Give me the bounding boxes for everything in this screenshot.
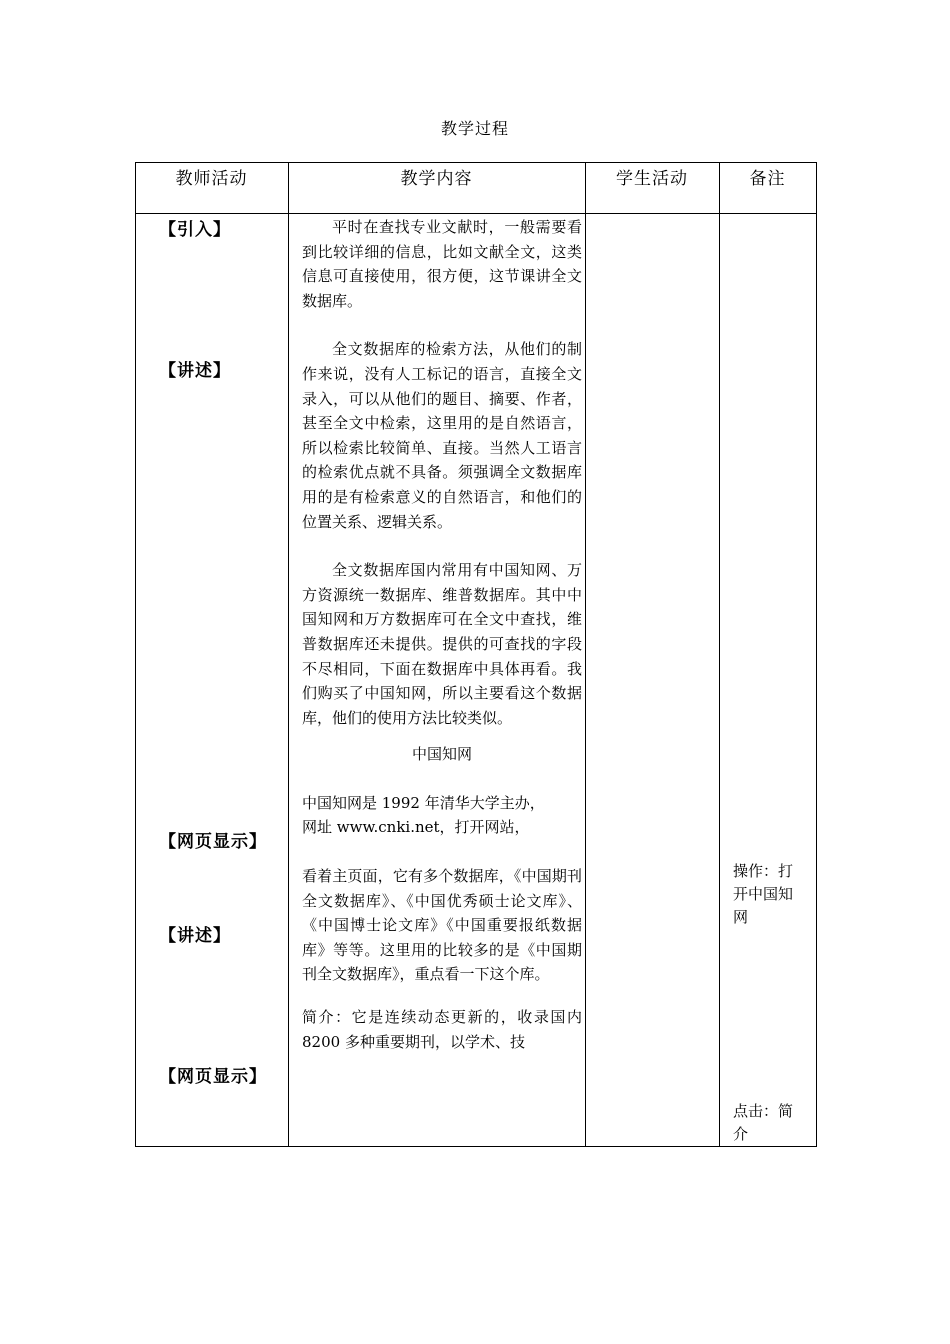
page-title: 教学过程 [440, 119, 509, 138]
content-paragraph-intro: 平时在查找专业文献时，一般需要看到比较详细的信息，比如文献全文，这类信息可直接使用，很方便，这节课讲全文数据库。 [302, 218, 582, 310]
content-paragraph-common-databases: 全文数据库国内常用有中国知网、万方资源统一数据库、维普数据库。其中中国知网和万方数据库可在全文中查找，维普数据库还未提供。提供的可查找的字段不尽相同，下面在数据库中具体再看。我们购买了中国知网，所以主要看这个数据库，他们的使用方法比较类似。 [302, 561, 582, 727]
label-webpage-display-1: 【网页显示】 [159, 832, 267, 852]
column-divider-2 [585, 162, 586, 1147]
header-teaching-content: 教学内容 [400, 169, 473, 189]
header-teacher-activity: 教师活动 [175, 169, 248, 189]
column-divider-1 [288, 162, 289, 1147]
table-border-bottom [135, 1146, 817, 1147]
label-explanation-1: 【讲述】 [159, 361, 231, 381]
table-border-right [816, 162, 817, 1147]
teaching-process-table [135, 162, 817, 1147]
header-remarks: 备注 [749, 169, 786, 189]
label-explanation-2: 【讲述】 [159, 926, 231, 946]
content-paragraph-cnki-databases: 看着主页面，它有多个数据库，《中国期刊全文数据库》、《中国优秀硕士论文库》、《中国博士论文库》《中国重要报纸数据库》等等。这里用的比较多的是《中国期刊全文数据库》，重点看一下这个库。 [302, 867, 582, 984]
header-divider [135, 213, 817, 214]
content-paragraph-search-method: 全文数据库的检索方法，从他们的制作来说，没有人工标记的语言，直接全文录入，可以从他们的题目、摘要、作者，甚至全文中检索，这里用的是自然语言，所以检索比较简单、直接。当然人工语言的检索优点就不具备。须强调全文数据库用的是有检索意义的自然语言，和他们的位置关系、逻辑关系。 [302, 340, 582, 531]
label-webpage-display-2: 【网页显示】 [159, 1067, 267, 1087]
remark-click-intro: 点击：简介 [733, 1102, 794, 1143]
teaching-content-cell [302, 215, 582, 1146]
column-divider-3 [719, 162, 720, 1147]
label-introduction: 【引入】 [159, 220, 231, 240]
header-student-activity: 学生活动 [616, 169, 688, 189]
content-cnki-founding: 中国知网是 1992 年清华大学主办， [302, 793, 545, 812]
content-heading-cnki: 中国知网 [411, 745, 472, 764]
table-border-left [135, 162, 136, 1147]
remark-open-cnki: 操作：打开中国知网 [733, 862, 794, 926]
content-paragraph-intro-summary: 简介：它是连续动态更新的，收录国内 8200 多种重要期刊，以学术、技 [302, 1008, 582, 1051]
content-cnki-url: 网址 www.cnki.net，打开网站， [302, 818, 530, 837]
